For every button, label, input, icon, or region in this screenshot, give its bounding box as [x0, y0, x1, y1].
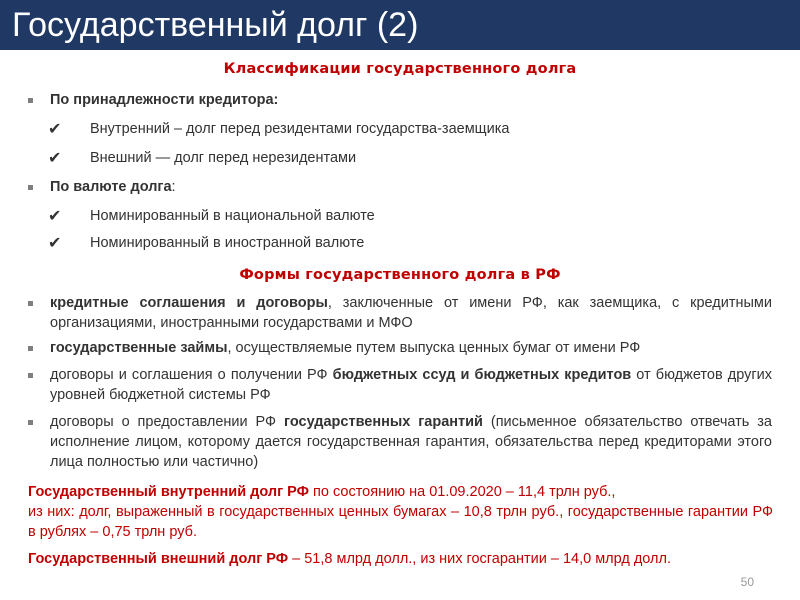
internal-debt-value: по состоянию на 01.09.2020 – 11,4 трлн руб., — [309, 484, 616, 500]
internal-debt-line — [28, 482, 773, 502]
classification-heading: Классификации государственного долга — [223, 61, 577, 77]
group-label-rest: : — [171, 179, 176, 195]
list-item-text: Внутренний – долг перед резидентами государства-заемщика — [90, 121, 510, 137]
group-label — [50, 177, 176, 197]
forms-item-state-loans — [50, 338, 772, 358]
external-debt-title: Государственный внешний долг РФ — [28, 551, 289, 567]
bold-term: кредитные соглашения и договоры — [50, 295, 328, 311]
term-prefix: договоры о предоставлении РФ — [50, 414, 284, 430]
internal-debt-detail: из них: долг, выраженный в государственных ценных бумагах – 10,8 трлн руб., государственные гарантии РФ в рублях – 0,75 трлн руб. — [28, 504, 773, 540]
forms-item-credit-agreements — [50, 293, 772, 333]
list-item-text: Номинированный в национальной валюте — [90, 208, 375, 224]
forms-heading: Формы государственного долга в РФ — [239, 267, 561, 283]
checkmark-icon: ✔ — [48, 148, 62, 167]
list-item-text: Внешний — долг перед нерезидентами — [90, 150, 357, 166]
bold-term: государственные займы — [50, 340, 228, 356]
checkmark-icon: ✔ — [48, 206, 62, 225]
square-bullet-icon — [28, 373, 33, 378]
term-prefix: договоры и соглашения о получении РФ — [50, 367, 333, 383]
term-description: (письменное обязательство отвечать за исполнение лицом, которому дается государственная гарантия, обязательства перед кредиторами этого лица полностью или частично) — [50, 414, 772, 470]
square-bullet-icon — [28, 301, 33, 306]
term-description: от бюджетов других уровней бюджетной системы РФ — [50, 367, 772, 403]
square-bullet-icon — [28, 420, 33, 425]
square-bullet-icon — [28, 98, 33, 103]
checkmark-icon: ✔ — [48, 233, 62, 252]
square-bullet-icon — [28, 185, 33, 190]
slide-title: Государственный долг (2) — [12, 6, 419, 44]
forms-item-budget-loans — [50, 365, 772, 405]
bold-term: бюджетных ссуд и бюджетных кредитов — [332, 367, 632, 383]
forms-item-state-guarantees — [50, 412, 772, 472]
external-debt-fact — [28, 549, 773, 569]
term-description: , осуществляемые путем выпуска ценных бумаг от имени РФ — [227, 340, 641, 356]
page-number: 50 — [740, 575, 754, 589]
checkmark-icon: ✔ — [48, 119, 62, 138]
internal-debt-title: Государственный внутренний долг РФ — [28, 484, 309, 500]
group-label-bold: По валюте долга — [50, 179, 172, 195]
group-label: По принадлежности кредитора: — [50, 92, 279, 108]
list-item-text: Номинированный в иностранной валюте — [90, 235, 365, 251]
title-bar — [0, 0, 800, 50]
square-bullet-icon — [28, 346, 33, 351]
bold-term: государственных гарантий — [284, 414, 483, 430]
external-debt-value: – 51,8 млрд долл., из них госгарантии – 14,0 млрд долл. — [288, 551, 671, 567]
internal-debt-fact — [28, 482, 773, 542]
term-description: , заключенные от имени РФ, как заемщика, с кредитными организациями, иностранными государствами и МФО — [50, 295, 772, 331]
